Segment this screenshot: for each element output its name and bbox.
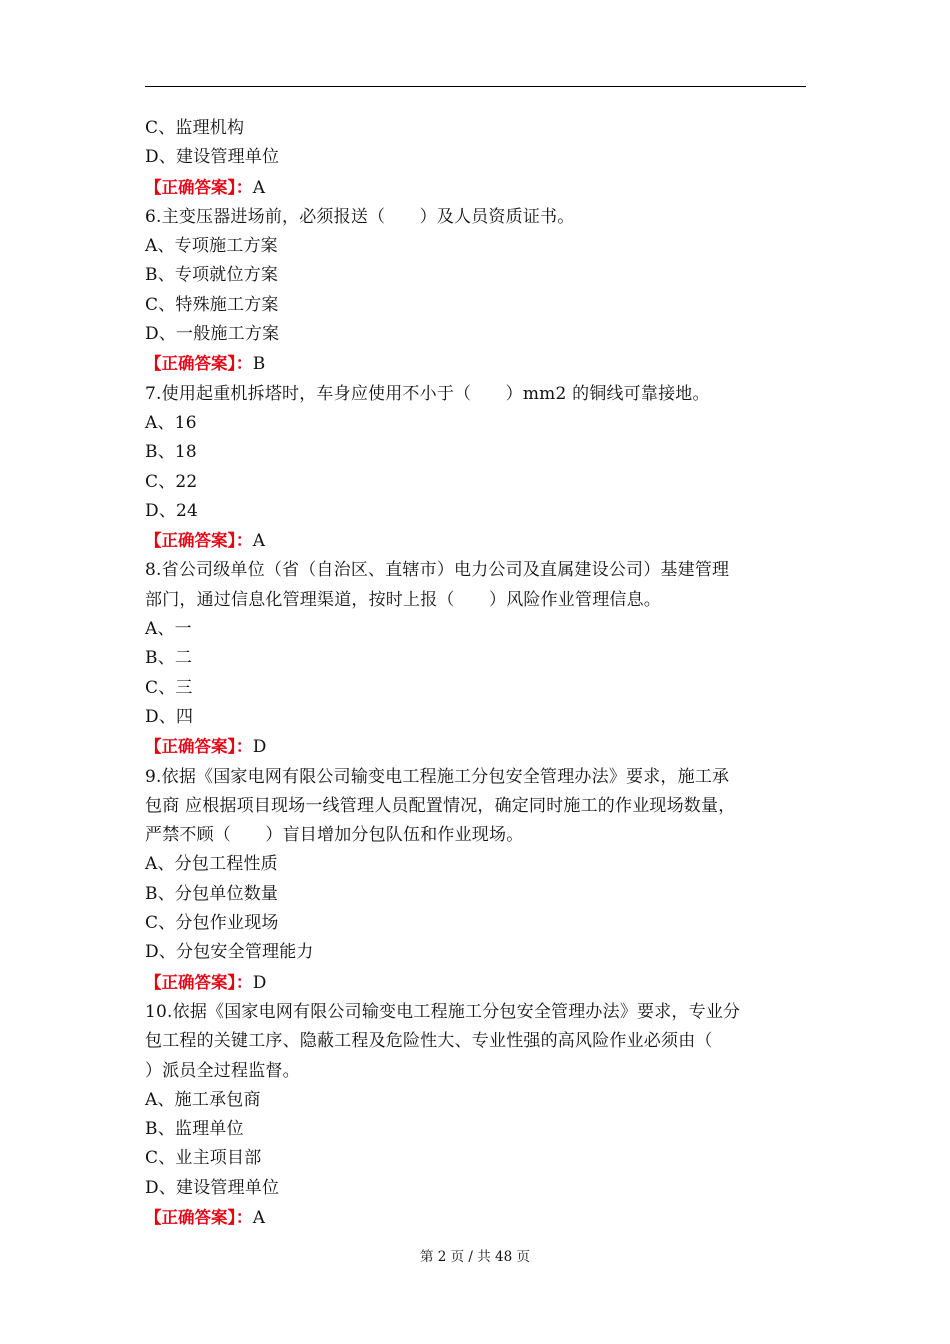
option-text: C、分包作业现场	[145, 913, 279, 934]
option-text: A、施工承包商	[145, 1089, 261, 1110]
option-text: B、专项就位方案	[145, 265, 279, 286]
option-text: A、一	[145, 619, 192, 640]
question-text: 10.依据《国家电网有限公司输变电工程施工分包安全管理办法》要求，专业分	[145, 1001, 741, 1022]
correct-answer	[145, 349, 810, 379]
option-text: D、建设管理单位	[145, 1177, 280, 1198]
option-text: B、18	[145, 442, 197, 463]
option-text: A、专项施工方案	[145, 236, 278, 257]
option-text: A、分包工程性质	[145, 854, 278, 875]
question-text: 部门，通过信息化管理渠道，按时上报（ ）风险作业管理信息。	[145, 589, 661, 610]
answer-colon: ：	[235, 177, 253, 198]
option-text: B、监理单位	[145, 1119, 244, 1140]
answer-label: 【正确答案】	[145, 737, 236, 757]
question-text: 9.依据《国家电网有限公司输变电工程施工分包安全管理办法》要求，施工承	[145, 766, 730, 787]
answer-colon: ：	[235, 354, 253, 375]
answer-label: 【正确答案】	[145, 1207, 236, 1227]
answer-label: 【正确答案】	[145, 531, 236, 551]
option-text: D、建设管理单位	[145, 147, 280, 168]
option-text: D、分包安全管理能力	[145, 942, 314, 963]
answer-colon: ：	[235, 972, 253, 993]
document-body	[145, 114, 810, 1233]
answer-value: A	[252, 177, 266, 198]
option-text: B、分包单位数量	[145, 883, 279, 904]
answer-value: D	[252, 737, 267, 758]
question-text: 包工程的关键工序、隐蔽工程及危险性大、专业性强的高风险作业必须由（	[145, 1031, 713, 1052]
answer-label: 【正确答案】	[145, 972, 236, 992]
correct-answer	[145, 968, 810, 998]
answer-label: 【正确答案】	[145, 177, 236, 197]
option-text: B、二	[145, 648, 193, 669]
option-text: D、24	[145, 500, 199, 521]
header-rule	[145, 86, 806, 87]
correct-answer	[145, 1203, 810, 1233]
answer-colon: ：	[235, 737, 253, 758]
answer-colon: ：	[235, 1207, 253, 1228]
option-text: C、22	[145, 471, 198, 492]
question-text: 6.主变压器进场前，必须报送（ ）及人员资质证书。	[145, 206, 575, 227]
correct-answer	[145, 173, 810, 203]
option-text: C、特殊施工方案	[145, 294, 279, 315]
answer-value: D	[252, 972, 267, 993]
question-text: 7.使用起重机拆塔时，车身应使用不小于（ ）mm2 的铜线可靠接地。	[145, 383, 710, 404]
question-text: 严禁不顾（ ）盲目增加分包队伍和作业现场。	[145, 825, 524, 846]
answer-value: A	[252, 1207, 266, 1228]
question-text: 包商 应根据项目现场一线管理人员配置情况，确定同时施工的作业现场数量，	[145, 795, 736, 816]
option-text: D、四	[145, 706, 194, 727]
question-text: 8.省公司级单位（省（自治区、直辖市）电力公司及直属建设公司）基建管理	[145, 560, 730, 581]
option-text: C、监理机构	[145, 118, 245, 138]
correct-answer	[145, 732, 810, 762]
answer-colon: ：	[235, 531, 253, 552]
answer-value: A	[252, 531, 266, 552]
answer-label: 【正确答案】	[145, 354, 236, 374]
page-footer: 第 2 页 / 共 48 页	[419, 1249, 531, 1265]
option-text: D、一般施工方案	[145, 324, 280, 345]
answer-value: B	[252, 354, 266, 375]
correct-answer	[145, 526, 810, 556]
question-text: ）派员全过程监督。	[145, 1060, 300, 1081]
option-text: C、三	[145, 677, 193, 698]
option-text: A、16	[145, 412, 197, 433]
option-text: C、业主项目部	[145, 1148, 262, 1169]
